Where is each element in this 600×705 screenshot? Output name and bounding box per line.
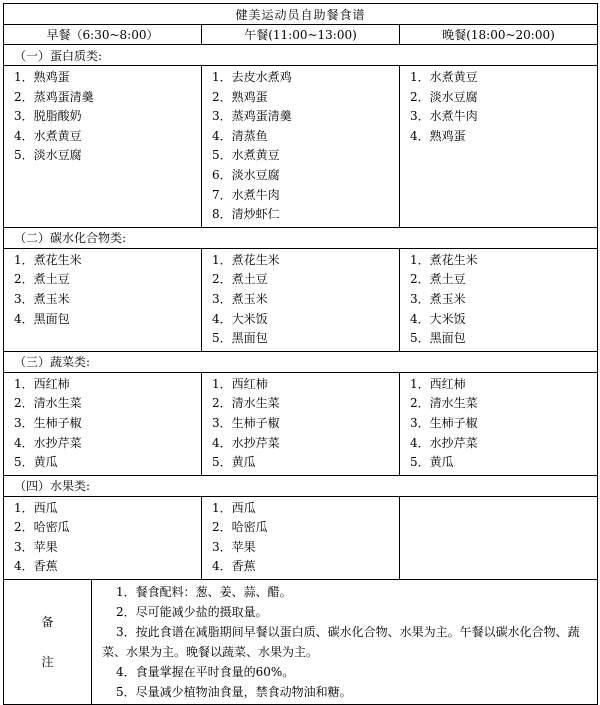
note-item: 1．餐食配料：葱、姜、蒜、醋。 xyxy=(116,585,292,600)
list-item: 6．淡水豆腐 xyxy=(212,167,280,182)
column-header-lunch: 午餐(11:00~13:00) xyxy=(202,25,400,45)
lunch-items-cell xyxy=(202,66,400,228)
list-item: 3．脱脂酸奶 xyxy=(14,109,82,124)
list-item: 1．煮花生米 xyxy=(212,252,280,267)
column-header-breakfast: 早餐（6:30~8:00） xyxy=(4,25,202,45)
breakfast-items-cell xyxy=(4,66,202,228)
notes-row xyxy=(4,580,598,705)
list-item: 1．西瓜 xyxy=(14,500,58,515)
list-item: 5．黄瓜 xyxy=(212,455,256,470)
list-item: 1．煮花生米 xyxy=(410,252,478,267)
list-item: 8．清炒虾仁 xyxy=(212,207,280,222)
list-item: 1．西红柿 xyxy=(212,376,268,391)
category-heading: （四）水果类: xyxy=(4,475,598,496)
list-item: 5．黄瓜 xyxy=(410,455,454,470)
category-row xyxy=(4,351,598,372)
list-item: 7．水煮牛肉 xyxy=(212,187,280,202)
list-item: 4．黑面包 xyxy=(14,311,70,326)
list-item: 3．苹果 xyxy=(14,539,58,554)
lunch-items-cell xyxy=(202,248,400,351)
lunch-items-cell xyxy=(202,496,400,579)
list-item: 2．清水生菜 xyxy=(410,396,478,411)
list-item: 4．大米饭 xyxy=(410,311,466,326)
lunch-items-cell xyxy=(202,372,400,475)
list-item: 2．熟鸡蛋 xyxy=(212,89,268,104)
list-item: 4．水抄芹菜 xyxy=(212,435,280,450)
list-item: 1．西红柿 xyxy=(410,376,466,391)
list-item: 3．生柿子椒 xyxy=(212,415,280,430)
notes-content xyxy=(92,580,598,705)
note-item: 4．食量掌握在平时食量的60%。 xyxy=(116,665,295,680)
list-item: 1．西红柿 xyxy=(14,376,70,391)
items-row xyxy=(4,248,598,351)
items-row xyxy=(4,496,598,579)
list-item: 2．清水生菜 xyxy=(14,396,82,411)
document-title: 健美运动员自助餐食谱 xyxy=(4,4,598,25)
diet-document xyxy=(3,3,598,705)
category-heading: （三）蔬菜类: xyxy=(4,351,598,372)
list-item: 2．蒸鸡蛋清羹 xyxy=(14,89,94,104)
dinner-items-cell xyxy=(400,496,598,579)
list-item: 2．哈密瓜 xyxy=(14,520,70,535)
list-item: 3．生柿子椒 xyxy=(410,415,478,430)
list-item: 3．水煮牛肉 xyxy=(410,109,478,124)
list-item: 3．煮玉米 xyxy=(410,291,466,306)
list-item: 1．熟鸡蛋 xyxy=(14,70,70,84)
note-item: 5．尽量减少植物油食量，禁食动物油和糖。 xyxy=(116,685,352,700)
list-item: 3．生柿子椒 xyxy=(14,415,82,430)
list-item: 2．煮土豆 xyxy=(410,272,466,287)
list-item: 2．哈密瓜 xyxy=(212,520,268,535)
dinner-items-cell xyxy=(400,248,598,351)
meal-plan-table xyxy=(3,3,598,705)
sections-body xyxy=(4,45,598,580)
breakfast-items-cell xyxy=(4,496,202,579)
list-item: 2．煮土豆 xyxy=(212,272,268,287)
note-item: 3．按此食谱在减脂期间早餐以蛋白质、碳水化合物、水果为主。午餐以碳水化合物、蔬菜、水果为主。晚餐以蔬菜、水果为主。 xyxy=(102,625,580,660)
list-item: 3．蒸鸡蛋清羹 xyxy=(212,109,292,124)
notes-label-top: 备 xyxy=(41,615,54,630)
category-heading: （二）碳水化合物类: xyxy=(4,227,598,248)
items-row xyxy=(4,66,598,228)
list-item: 2．煮土豆 xyxy=(14,272,70,287)
category-row xyxy=(4,475,598,496)
category-heading: （一）蛋白质类: xyxy=(4,45,598,66)
list-item: 5．黄瓜 xyxy=(14,455,58,470)
list-item: 5．水煮黄豆 xyxy=(212,148,280,163)
list-item: 4．熟鸡蛋 xyxy=(410,128,466,143)
title-row xyxy=(4,4,598,25)
list-item: 4．大米饭 xyxy=(212,311,268,326)
list-item: 1．去皮水煮鸡 xyxy=(212,70,292,84)
notes-label xyxy=(4,580,92,705)
list-item: 2．清水生菜 xyxy=(212,396,280,411)
list-item: 5．黑面包 xyxy=(410,331,466,346)
list-item: 3．煮玉米 xyxy=(212,291,268,306)
breakfast-items-cell xyxy=(4,248,202,351)
list-item: 4．水抄芹菜 xyxy=(14,435,82,450)
list-item: 1．西瓜 xyxy=(212,500,256,515)
list-item: 3．苹果 xyxy=(212,539,256,554)
dinner-items-cell xyxy=(400,66,598,228)
column-header-dinner: 晚餐(18:00~20:00) xyxy=(400,25,598,45)
list-item: 1．水煮黄豆 xyxy=(410,70,478,84)
list-item: 4．水抄芹菜 xyxy=(410,435,478,450)
list-item: 3．煮玉米 xyxy=(14,291,70,306)
list-item: 4．水煮黄豆 xyxy=(14,128,82,143)
list-item: 4．香蕉 xyxy=(212,559,256,574)
notes-label-bottom: 注 xyxy=(41,655,54,670)
list-item: 2．淡水豆腐 xyxy=(410,89,478,104)
header-row xyxy=(4,25,598,45)
list-item: 4．香蕉 xyxy=(14,559,58,574)
items-row xyxy=(4,372,598,475)
dinner-items-cell xyxy=(400,372,598,475)
category-row xyxy=(4,45,598,66)
list-item: 4．清蒸鱼 xyxy=(212,128,268,143)
list-item: 5．淡水豆腐 xyxy=(14,148,82,163)
breakfast-items-cell xyxy=(4,372,202,475)
list-item: 1．煮花生米 xyxy=(14,252,82,267)
list-item: 5．黑面包 xyxy=(212,331,268,346)
note-item: 2．尽可能减少盐的摄取量。 xyxy=(116,605,268,620)
category-row xyxy=(4,227,598,248)
